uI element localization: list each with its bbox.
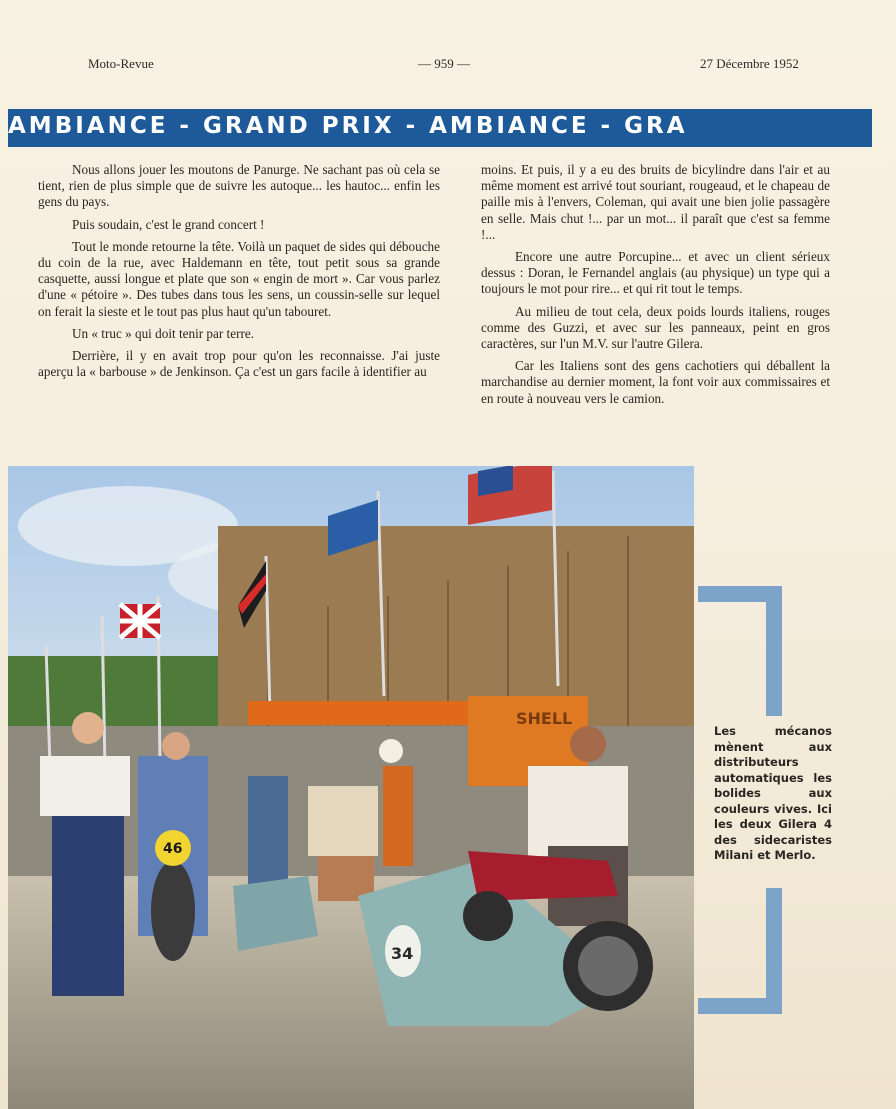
caption-frame-top: [698, 586, 782, 716]
banner-text: AMBIANCE - GRAND PRIX - AMBIANCE - GRA: [8, 113, 688, 139]
paragraph: Encore une autre Porcupine... et avec un client sérieux dessus : Doran, le Fernandel anglais (au physique) un type qui a toujours le mot pour rire... et qui rit tout le temps.: [481, 249, 830, 297]
paragraph: Derrière, il y en avait trop pour qu'on les reconnaisse. J'ai juste aperçu la « barbouse » de Jenkinson. Ça c'est un gars facile à identifier au: [38, 348, 440, 380]
paragraph: Tout le monde retourne la tête. Voilà un paquet de sides qui débouche du coin de la rue, avec Haldemann en tête, tout petit sous sa grande casquette, aussi longue et plate que son « engin de mort ». Car vous parlez d'une « pétoire ». Des tubes dans tous les sens, un coussin-selle sur lequel on ferait la sieste et le tout pas plus haut qu'un tabouret.: [38, 238, 440, 319]
paragraph: Puis soudain, c'est le grand concert !: [72, 216, 265, 232]
shell-sign: SHELL: [516, 709, 573, 728]
photo-caption: Les mécanos mènent aux distributeurs automatiques les bolides aux couleurs vives. Ici les deux Gilera 4 des sidecaristes Milani et Merlo.: [714, 724, 832, 862]
paragraph: moins. Et puis, il y a eu des bruits de bicylindre dans l'air et au même moment est arrivé tout souriant, rougeaud, et le chapeau de paille mis à l'envers, Coleman, qui avait une bien jolie passagère en selle. Mais chut !... par un mot... il paraît que c'est sa femme !...: [481, 162, 830, 242]
article-column-1: [38, 162, 440, 386]
caption-frame-bottom: [698, 888, 782, 1014]
paragraph: Un « truc » qui doit tenir par terre.: [72, 325, 255, 341]
page-number: — 959 —: [418, 56, 470, 71]
magazine-name: Moto-Revue: [88, 56, 154, 71]
paragraph: Au milieu de tout cela, deux poids lourds italiens, rouges comme des Guzzi, et avec sur les panneaux, peint en gros caractères, sur l'un M.V. sur l'autre Gilera.: [481, 303, 830, 352]
sidecar-number-1: 46: [163, 841, 183, 857]
article-column-2: [481, 162, 830, 413]
sidecar-number-2: 34: [391, 944, 414, 963]
issue-date: 27 Décembre 1952: [700, 56, 799, 71]
paragraph: Car les Italiens sont des gens cachotiers qui déballent la marchandise au dernier moment, la font voir aux commissaires et en route à nouveau vers le camion.: [481, 358, 830, 406]
trees: [8, 656, 238, 726]
race-paddock-photo: [8, 466, 694, 1109]
section-banner: [8, 109, 872, 147]
paragraph: Nous allons jouer les moutons de Panurge. Ne sachant pas où cela se tient, rien de plus simple que de suivre les autoque... les hautoc... enfin les gens du pays.: [38, 162, 440, 210]
